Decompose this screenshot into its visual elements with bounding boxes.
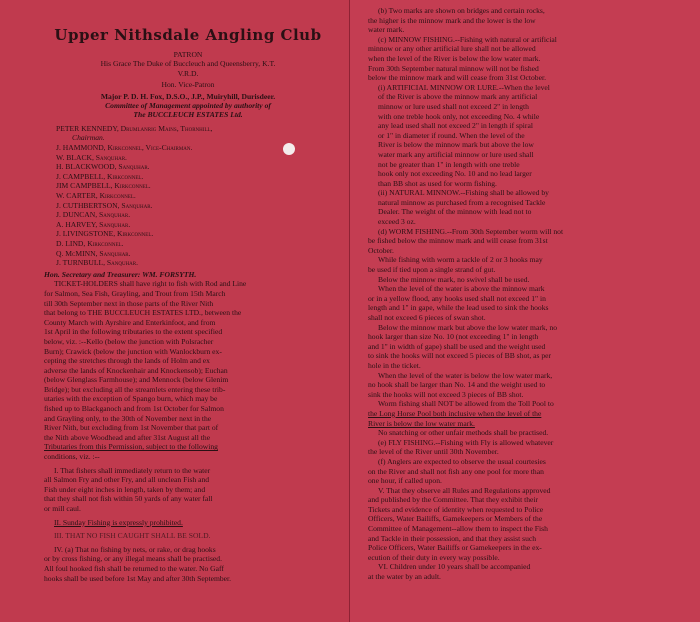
- text-line: Fish under eight inches in length, taken by them; and: [44, 484, 206, 494]
- text-line: the Nith above Woodhead and after 31st August all the: [44, 432, 211, 442]
- text-line: While fishing with worm a tackle of 2 or 3 hooks may: [378, 255, 543, 265]
- text-line: (f) Anglers are expected to observe the usual courtesies: [378, 456, 546, 466]
- member-item: J. CAMPBELL, Kirkconnel.: [56, 171, 144, 181]
- text-line: 1st April in the following tributaries to the extent specified: [44, 327, 223, 337]
- text-line: below the minnow mark and will cease from 31st October.: [368, 73, 546, 83]
- text-line: Committee of Management--allow them to inspect the Fish: [368, 524, 548, 534]
- text-line: V. That they observe all Rules and Regulations approved: [378, 485, 551, 495]
- patron-heading: PATRON: [173, 50, 203, 59]
- member-item: W. BLACK, Sanquhar.: [56, 152, 127, 162]
- text-line: Worm fishing shall NOT be allowed from the Toll Pool to: [378, 399, 554, 409]
- text-line: When the level of the water is above the minnow mark: [378, 284, 545, 294]
- text-line: hooks shall be used before 1st May and after 30th September.: [44, 573, 232, 583]
- text-line: Dealer. The weight of the minnow with lead not to: [378, 207, 532, 217]
- member-item: W. CARTER, Kirkconnel.: [56, 191, 136, 200]
- text-line: that they shall not fish within 50 yards of any water fall: [44, 494, 213, 504]
- committee-line-1: Committee of Management appointed by authority of: [105, 101, 271, 111]
- intro-paragraph: [44, 279, 332, 461]
- text-line: to sink the hooks will not exceed 5 pieces of BB shot, as per: [368, 351, 552, 361]
- text-line: From 30th September natural minnow will not be fished: [368, 63, 539, 73]
- text-line: Burn); Crawick (below the junction with Wanlockburn ex-: [44, 346, 222, 356]
- text-line: not be greater than 1" in length with one treble: [378, 159, 520, 169]
- member-item: J. LIVINGSTONE, Kirkconnel.: [56, 229, 154, 239]
- member-item: H. BLACKWOOD, Sanquhar.: [56, 162, 150, 172]
- text-line: minnow or lure used shall not exceed 2" in length: [378, 101, 529, 111]
- text-line: (ii) NATURAL MINNOW.--Fishing shall be allowed by: [378, 188, 549, 198]
- text-line: any lead used shall not exceed 2" in length if spiral: [378, 121, 533, 131]
- text-line: (i) ARTIFICIAL MINNOW OR LURE.--When the level: [378, 82, 550, 92]
- text-line: be used if tied upon a single strand of gut.: [368, 265, 496, 275]
- right-page: [350, 0, 700, 622]
- text-line: the higher is the minnow mark and the lower is the low: [368, 15, 536, 25]
- text-line: the level of the River until 30th November.: [368, 447, 499, 457]
- text-line: (e) FLY FISHING.--Fishing with Fly is allowed whatever: [378, 437, 554, 447]
- text-line: sink the hooks will not exceed 3 pieces of BB shot.: [368, 389, 524, 399]
- member-item: A. HARVEY, Sanquhar.: [56, 219, 131, 229]
- text-line: or in a yellow flood, any hooks used shall not exceed 1" in: [368, 293, 546, 303]
- member-item: J. DUNCAN, Sanquhar.: [56, 210, 131, 220]
- text-line: TICKET-HOLDERS shall have right to fish with Rod and Line: [54, 279, 247, 289]
- text-line: hook larger than size No. 10 (not exceeding 1" in length: [368, 332, 539, 342]
- member-item: D. LIND, Kirkconnel.: [56, 238, 124, 248]
- text-line: exceed 3 oz.: [378, 217, 416, 227]
- text-line: Below the minnow mark but above the low water mark, no: [378, 322, 558, 332]
- text-line: When the level of the water is below the low water mark,: [378, 370, 553, 380]
- text-line: than BB shot as used for worm fishing.: [378, 178, 497, 188]
- text-line: River Nith, but excluding from 1st November that part of: [44, 423, 219, 433]
- right-text: [368, 6, 686, 582]
- text-line: when the level of the River is below the low water mark.: [368, 53, 541, 63]
- text-line: I. That fishers shall immediately return to the water: [54, 465, 211, 475]
- text-line: and Tackle in their possession, and that they assist such: [368, 533, 537, 543]
- text-line: no hook shall be larger than No. 14 and the weight used to: [368, 380, 546, 390]
- text-line: IV. (a) That no fishing by nets, or rake, or drag hooks: [54, 544, 216, 554]
- text-line: ecution of their duty in every way possible.: [368, 552, 500, 562]
- rule-1: [44, 466, 332, 514]
- text-line: Below the minnow mark, no swivel shall be used.: [378, 274, 530, 284]
- text-line: County March with Ayrshire and Enterkinfoot, and from: [44, 317, 216, 327]
- text-line: or 1" in diameter if round. When the level of the: [378, 130, 525, 140]
- club-title: Upper Nithsdale Angling Club: [54, 26, 322, 44]
- text-line: and 1" in width of gape) shall be used and the weight used: [368, 341, 546, 351]
- text-line: All foul hooked fish shall be returned to the water. No Gaff: [44, 563, 224, 573]
- rule-2: II. Sunday Fishing is expressly prohibited.: [54, 517, 183, 527]
- text-line: below, viz. :--Kello (below the junction with Polsracher: [44, 336, 214, 346]
- text-line: Tickets and evidence of identity when requested to Police: [368, 504, 544, 514]
- patron-name: His Grace The Duke of Buccleuch and Queensberry, K.T.: [100, 59, 276, 69]
- text-line: or mill caul.: [44, 504, 81, 513]
- rule-4: [44, 545, 332, 583]
- vice-patron-heading: Hon. Vice-Patron: [161, 80, 215, 90]
- text-line: VI. Children under 10 years shall be accompanied: [378, 562, 531, 572]
- text-line: the Long Horse Pool both inclusive when the level of the: [368, 408, 542, 418]
- text-line: October.: [368, 245, 394, 255]
- text-line: River is below the low water mark.: [368, 418, 475, 428]
- text-line: (d) WORM FISHING.--From 30th September worm will not: [378, 226, 564, 236]
- text-line: that belong to THE BUCCLEUCH ESTATES LTD., between the: [44, 308, 242, 318]
- text-line: for Salmon, Sea Fish, Grayling, and Trout from 15th March: [44, 288, 226, 298]
- text-line: till 30th September next in those parts of the River Nith: [44, 298, 214, 308]
- committee-line-2: The BUCCLEUCH ESTATES Ltd.: [133, 110, 243, 120]
- rule-3: III. THAT NO FISH CAUGHT SHALL BE SOLD.: [54, 531, 211, 541]
- text-line: natural minnow as purchased from a recognised Tackle: [378, 197, 546, 207]
- text-line: hook only not exceeding No. 10 and no lead larger: [378, 169, 532, 179]
- vice-patron-name: Major P. D. H. Fox, D.S.O., J.P., Muiryhill, Durisdeer.: [100, 91, 276, 101]
- text-line: and published by the Committee. That they exhibit their: [368, 495, 539, 505]
- secretary-line: Hon. Secretary and Treasurer: WM. FORSYTH.: [44, 269, 197, 279]
- member-item: J. HAMMOND, Kirkconnel, Vice-Chairman.: [56, 143, 193, 153]
- member-item: J. TURNBULL, Sanquhar.: [56, 258, 139, 268]
- punch-hole: [283, 143, 295, 155]
- text-line: River is below the minnow mark but above the low: [378, 140, 534, 150]
- text-line: fished up to Blackganoch and from 1st October for Salmon: [44, 404, 224, 414]
- member-item: Q. McMINN, Sanquhar.: [56, 248, 131, 258]
- text-line: with one treble hook only, not exceeding No. 4 while: [378, 111, 540, 121]
- text-line: adverse the lands of Knockenhair and Knockensob); Euchan: [44, 365, 228, 375]
- text-line: water mark any artificial minnow or lure used shall: [378, 149, 534, 159]
- text-line: of the River is above the minnow mark any artificial: [378, 92, 538, 102]
- text-line: cepting the stretches through the lands of Holm and ex: [44, 356, 210, 366]
- patron-honours: V.R.D.: [177, 68, 199, 78]
- text-line: shall not exceed 6 pieces of swan shot.: [368, 313, 486, 322]
- text-line: one hour, if called upon.: [368, 476, 442, 486]
- text-line: be fished below the minnow mark and will cease from 31st: [368, 236, 548, 246]
- text-line: at the water by an adult.: [368, 572, 441, 582]
- member-item: JIM CAMPBELL, Kirkconnel.: [56, 181, 151, 191]
- text-line: length and 1" in gape, while the lead used to sink the hooks: [368, 303, 549, 313]
- text-line: Tributaries from this Permission, subject to the following: [44, 442, 218, 452]
- text-line: Officers, Water Bailiffs, Gamekeepers or Members of the: [368, 514, 543, 524]
- text-line: all Salmon Fry and other Fry, and all unclean Fish and: [44, 475, 210, 485]
- text-line: (c) MINNOW FISHING.--Fishing with natural or artificial: [378, 34, 557, 44]
- text-line: water mark.: [368, 25, 405, 35]
- text-line: (b) Two marks are shown on bridges and certain rocks,: [378, 6, 545, 15]
- text-line: (below Glenglass Farmhouse); and Mennock (below Glenim: [44, 375, 229, 385]
- text-line: or by cross fishing, or any illegal means shall be practised.: [44, 554, 222, 564]
- text-line: minnow or any other artificial lure shall not be allowed: [368, 44, 536, 54]
- member-item: J. CUTHBERTSON, Sanquhar.: [56, 200, 153, 210]
- text-line: utaries with the exception of Spango burn, which may be: [44, 394, 218, 404]
- member-item: PETER KENNEDY, Drumlanrig Mains, Thornhill,: [56, 123, 213, 133]
- text-line: on the River and shall not fish any one pool for more than: [368, 466, 544, 476]
- member-item: Chairman.: [72, 133, 105, 143]
- text-line: hole in the ticket.: [368, 360, 421, 370]
- text-line: Bridge); but excluding all the streamlets entering these trib-: [44, 384, 226, 394]
- text-line: Police Officers, Water Bailiffs or Gamekeepers in the ex-: [368, 543, 542, 553]
- text-line: No snatching or other unfair methods shall be practised.: [378, 428, 549, 438]
- text-line: conditions, viz. :--: [44, 452, 100, 462]
- text-line: and Grayling only, to the 30th of November next in the: [44, 413, 212, 423]
